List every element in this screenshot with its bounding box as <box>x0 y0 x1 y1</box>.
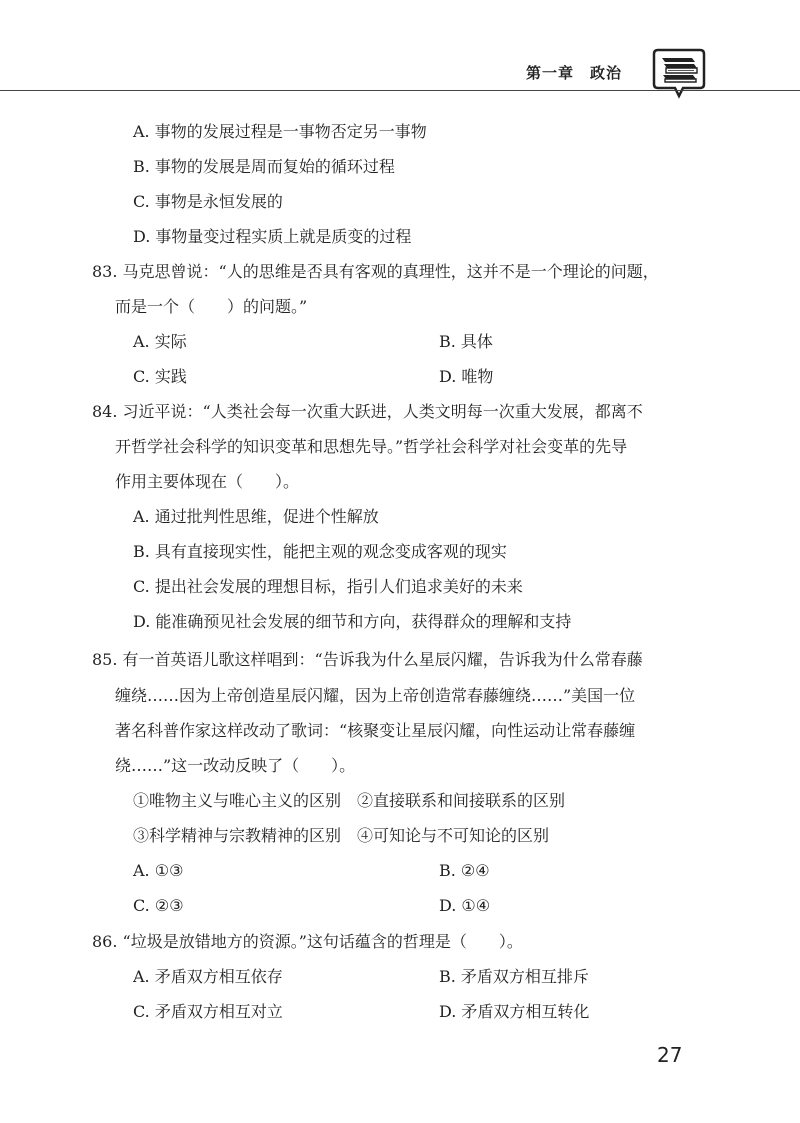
q86-option-c: C. 矛盾双方相互对立 <box>133 1002 283 1021</box>
q84-stem-line3: 作用主要体现在（ ）。 <box>115 472 300 491</box>
page-number: 27 <box>657 1043 683 1067</box>
q85-option-d: D. ①④ <box>439 896 491 915</box>
q82-option-b: B. 事物的发展是周而复始的循环过程 <box>133 157 395 176</box>
q83-option-d: D. 唯物 <box>439 367 494 386</box>
q83-option-a: A. 实际 <box>133 332 187 351</box>
q82-option-d: D. 事物量变过程实质上就是质变的过程 <box>133 227 412 246</box>
q86-stem: 86. “垃圾是放错地方的资源。”这句话蕴含的哲理是（ ）。 <box>92 932 523 951</box>
q85-stem-line3: 著名科普作家这样改动了歌词：“核聚变让星辰闪耀，向性运动让常春藤缠 <box>115 721 636 740</box>
q85-stem-line1: 85. 有一首英语儿歌这样唱到：“告诉我为什么星辰闪耀，告诉我为什么常春藤 <box>92 650 643 669</box>
q85-option-b: B. ②④ <box>439 861 490 880</box>
q85-stem-line4: 绕……”这一改动反映了（ ）。 <box>115 756 356 775</box>
q84-stem-line1: 84. 习近平说：“人类社会每一次重大跃进，人类文明每一次重大发展，都离不 <box>92 402 643 421</box>
q85-statements-line2: ③科学精神与宗教精神的区别 ④可知论与不可知论的区别 <box>133 826 550 845</box>
q86-option-d: D. 矛盾双方相互转化 <box>439 1002 590 1021</box>
header-rule <box>0 90 800 91</box>
q85-stem-line2: 缠绕……因为上帝创造星辰闪耀，因为上帝创造常春藤缠绕……”美国一位 <box>115 686 636 705</box>
q84-option-c: C. 提出社会发展的理想目标，指引人们追求美好的未来 <box>133 577 523 596</box>
q83-stem-line1: 83. 马克思曾说：“人的思维是否具有客观的真理性，这并不是一个理论的问题， <box>92 262 659 281</box>
q84-option-d: D. 能准确预见社会发展的细节和方向，获得群众的理解和支持 <box>133 612 572 631</box>
q84-option-a: A. 通过批判性思维，促进个性解放 <box>133 507 379 526</box>
chapter-title: 第一章 政治 <box>526 64 623 82</box>
q83-option-c: C. 实践 <box>133 367 187 386</box>
q85-option-a: A. ①③ <box>133 861 184 880</box>
book-stack-icon <box>652 46 706 100</box>
q83-stem-line2: 而是一个（ ）的问题。” <box>115 297 308 316</box>
q85-statements-line1: ①唯物主义与唯心主义的区别 ②直接联系和间接联系的区别 <box>133 791 566 810</box>
q85-option-c: C. ②③ <box>133 896 184 915</box>
q84-stem-line2: 开哲学社会科学的知识变革和思想先导。”哲学社会科学对社会变革的先导 <box>115 437 628 456</box>
q86-option-b: B. 矛盾双方相互排斥 <box>439 967 589 986</box>
q83-option-b: B. 具体 <box>439 332 493 351</box>
q82-option-c: C. 事物是永恒发展的 <box>133 192 283 211</box>
q82-option-a: A. 事物的发展过程是一事物否定另一事物 <box>133 122 427 141</box>
q84-option-b: B. 具有直接现实性，能把主观的观念变成客观的现实 <box>133 542 507 561</box>
q86-option-a: A. 矛盾双方相互依存 <box>133 967 283 986</box>
